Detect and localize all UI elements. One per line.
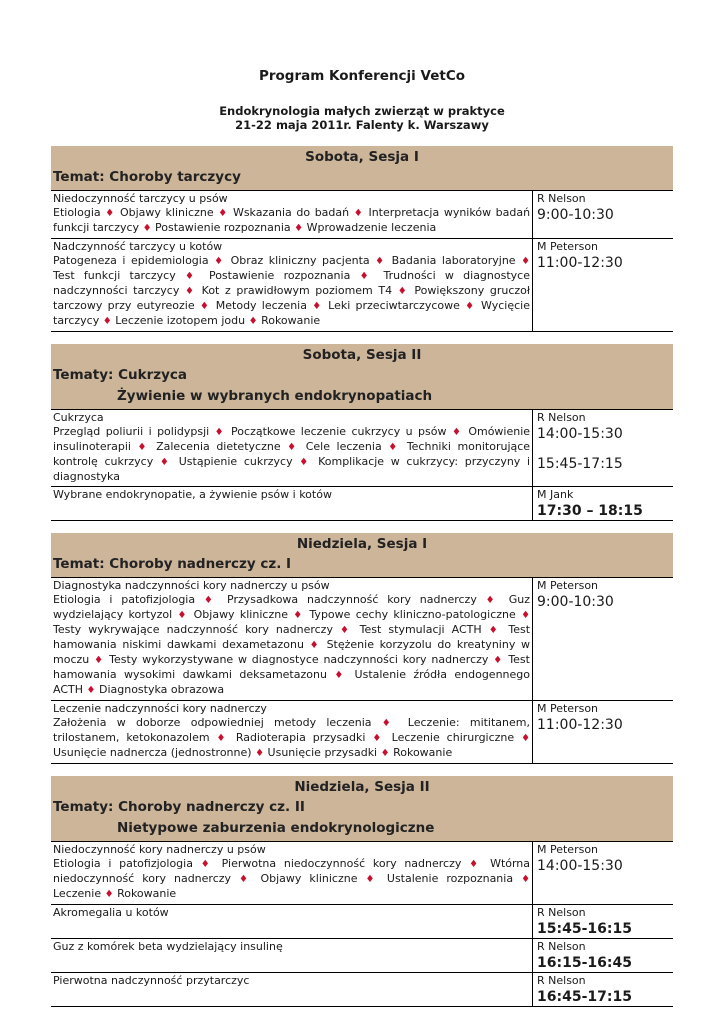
lecture-topic-item: Leki przeciwtarczycowe — [328, 299, 460, 312]
lecture-schedule — [532, 487, 673, 520]
lecture-row — [51, 409, 673, 486]
lecture-topics — [53, 206, 530, 236]
session-heading: Sobota, Sesja I — [305, 149, 419, 165]
diamond-icon: ♦ — [239, 874, 253, 885]
time-slot: 15:45-16:15 — [537, 921, 632, 937]
lecture-topic-item: Ustalenie rozpoznania — [386, 872, 514, 885]
lecture-topic-item: Wprowadzenie leczenia — [306, 221, 437, 234]
diamond-icon: ♦ — [159, 457, 173, 468]
lecture-topic-item: Kot z prawidłowym poziomem T4 — [201, 284, 393, 297]
lecture-topic-item: Objawy kliniczne — [119, 206, 214, 219]
diamond-icon: ♦ — [105, 208, 116, 219]
lecture-topic-item: Powiększony gruczoł tarczowy przy eutyreozie — [53, 284, 531, 312]
diamond-icon: ♦ — [200, 859, 214, 870]
lecture-topic-item: Testy wykorzystywane w diagnostyce nadczynności kory nadnerczy — [109, 653, 489, 666]
diamond-icon: ♦ — [353, 208, 364, 219]
lecture-schedule — [532, 410, 673, 486]
lecture-topic-item: Postawienie rozpoznania — [208, 269, 351, 282]
diamond-icon: ♦ — [381, 718, 398, 729]
speaker-name: M Jank — [537, 488, 574, 501]
lecture-schedule — [532, 905, 673, 938]
diamond-icon: ♦ — [248, 316, 258, 327]
diamond-icon: ♦ — [203, 595, 219, 606]
diamond-icon: ♦ — [375, 256, 387, 267]
lecture-topics — [53, 593, 530, 698]
lecture-topic-item: Pierwotna niedoczynność kory nadnerczy — [221, 857, 462, 870]
lecture-topic-item: Test funkcji tarczycy — [53, 269, 176, 282]
lecture-description — [51, 842, 532, 904]
diamond-icon: ♦ — [521, 256, 531, 267]
lecture-row — [51, 577, 673, 700]
lecture-topic-item: Cele leczenia — [305, 440, 382, 453]
diamond-icon: ♦ — [142, 223, 152, 234]
diamond-icon: ♦ — [359, 271, 375, 282]
lecture-title: Wybrane endokrynopatie, a żywienie psów i kotów — [53, 488, 332, 501]
diamond-icon: ♦ — [216, 733, 229, 744]
lecture-description — [51, 410, 532, 486]
lecture-topic-item: Etiologia i patofizjologia — [53, 857, 193, 870]
time-slot: 11:00-12:30 — [537, 717, 623, 733]
lecture-topic-item: Założenia w doborze odpowiedniej metody leczenia — [53, 716, 372, 729]
lecture-topic-item: Obraz kliniczny pacjenta — [230, 254, 370, 267]
diamond-icon: ♦ — [365, 874, 379, 885]
diamond-icon: ♦ — [372, 733, 385, 744]
lecture-topic-item: Badania laboratoryjne — [391, 254, 516, 267]
program-table — [51, 146, 673, 1007]
session-spacer — [51, 332, 673, 344]
lecture-description — [51, 578, 532, 700]
session-header — [51, 533, 673, 577]
lecture-topic-item: Leczenie izotopem jodu — [115, 314, 246, 327]
session-spacer — [51, 521, 673, 533]
lecture-title: Niedoczynność tarczycy u psów — [53, 192, 228, 205]
lecture-topic-item: Usunięcie przysadki — [267, 746, 378, 759]
lecture-topic-item: Diagnostyka obrazowa — [98, 683, 225, 696]
session-heading: Niedziela, Sesja I — [296, 536, 428, 552]
diamond-icon: ♦ — [488, 625, 502, 636]
diamond-icon: ♦ — [340, 625, 353, 636]
lecture-schedule — [532, 239, 673, 331]
diamond-icon: ♦ — [293, 610, 305, 621]
diamond-icon: ♦ — [451, 427, 463, 438]
time-slot: 9:00-10:30 — [537, 594, 614, 610]
lecture-topic-item: Postawienie rozpoznania — [155, 221, 291, 234]
lecture-topic-item: Rokowanie — [393, 746, 453, 759]
session-topic: Tematy: Cukrzyca — [53, 367, 188, 383]
speaker-name: R Nelson — [537, 974, 586, 987]
lecture-topic-item: Stężenie korzyzolu do kreatyniny w moczu — [53, 638, 531, 666]
lecture-topic-item: Techniki monitorujące kontrolę cukrzycy — [53, 440, 531, 468]
diamond-icon: ♦ — [521, 874, 531, 885]
lecture-topic-item: Początkowe leczenie cukrzycy u psów — [231, 425, 447, 438]
document-title: Program Konferencji VetCo — [258, 68, 466, 84]
session-heading: Sobota, Sesja II — [302, 347, 422, 363]
lecture-row — [51, 972, 673, 1007]
lecture-topic-item: Testy wykrywające nadczynność kory nadnerczy — [53, 623, 333, 636]
lecture-schedule — [532, 701, 673, 763]
time-slot: 17:30 – 18:15 — [537, 503, 643, 519]
lecture-title: Diagnostyka nadczynności kory nadnerczy u psów — [53, 579, 330, 592]
session-header — [51, 344, 673, 409]
session-topic: Temat: Choroby nadnerczy cz. I — [53, 556, 292, 572]
session-spacer — [51, 764, 673, 776]
subtitle-line-2: 21-22 maja 2011r. Falenty k. Warszawy — [235, 118, 489, 132]
diamond-icon: ♦ — [309, 640, 321, 651]
lecture-topic-item: Wycięcie tarczycy — [53, 299, 530, 327]
diamond-icon: ♦ — [521, 610, 531, 621]
diamond-icon: ♦ — [184, 286, 197, 297]
diamond-icon: ♦ — [255, 748, 265, 759]
lecture-topic-item: Etiologia — [53, 206, 101, 219]
session-topic-secondary: Nietypowe zaburzenia endokrynologiczne — [117, 820, 435, 836]
lecture-topic-item: Rokowanie — [261, 314, 321, 327]
speaker-name: R Nelson — [537, 940, 586, 953]
speaker-name: R Nelson — [537, 192, 586, 205]
diamond-icon: ♦ — [380, 748, 390, 759]
lecture-description — [51, 239, 532, 331]
lecture-row — [51, 841, 673, 904]
diamond-icon: ♦ — [312, 301, 323, 312]
speaker-name: R Nelson — [537, 906, 586, 919]
subtitle-line-1: Endokrynologia małych zwierząt w praktyce — [219, 104, 505, 118]
session-heading: Niedziela, Sesja II — [294, 779, 430, 795]
lecture-row — [51, 486, 673, 521]
time-slot: 16:15-16:45 — [537, 955, 632, 971]
lecture-title: Niedoczynność kory nadnerczy u psów — [53, 843, 266, 856]
session-topic-secondary: Żywienie w wybranych endokrynopatiach — [117, 388, 433, 404]
lecture-topic-item: Leczenie — [53, 887, 102, 900]
lecture-title: Pierwotna nadczynność przytarczyc — [53, 974, 250, 987]
lecture-description — [51, 487, 532, 520]
lecture-title: Akromegalia u kotów — [53, 906, 169, 919]
time-slot: 14:00-15:30 — [537, 858, 623, 874]
lecture-topic-item: Typowe cechy kliniczno-patologiczne — [309, 608, 516, 621]
lecture-topic-item: Test stymulacji ACTH — [359, 623, 482, 636]
speaker-name: M Peterson — [537, 579, 599, 592]
diamond-icon: ♦ — [388, 442, 401, 453]
diamond-icon: ♦ — [294, 223, 304, 234]
lecture-topic-item: Objawy kliniczne — [193, 608, 288, 621]
lecture-topic-item: Ustąpienie cukrzycy — [178, 455, 293, 468]
time-slot: 9:00-10:30 — [537, 207, 614, 223]
lecture-topics — [53, 425, 530, 484]
diamond-icon: ♦ — [184, 271, 200, 282]
diamond-icon: ♦ — [199, 301, 211, 312]
lecture-schedule — [532, 191, 673, 238]
speaker-name: M Peterson — [537, 240, 599, 253]
lecture-topic-item: Objawy kliniczne — [260, 872, 358, 885]
speaker-name: R Nelson — [537, 411, 586, 424]
diamond-icon: ♦ — [102, 316, 112, 327]
diamond-icon: ♦ — [397, 286, 409, 297]
diamond-icon: ♦ — [94, 655, 105, 666]
diamond-icon: ♦ — [299, 457, 312, 468]
lecture-topics — [53, 857, 530, 902]
session-topic: Tematy: Choroby nadnerczy cz. II — [53, 799, 305, 815]
lecture-description — [51, 905, 532, 938]
lecture-schedule — [532, 973, 673, 1006]
lecture-row — [51, 938, 673, 972]
diamond-icon: ♦ — [469, 859, 483, 870]
lecture-schedule — [532, 842, 673, 904]
lecture-topic-item: Interpretacja wyników badań funkcji tarczycy — [53, 206, 531, 234]
lecture-row — [51, 190, 673, 238]
lecture-description — [51, 191, 532, 238]
time-slot: 16:45-17:15 — [537, 989, 632, 1005]
lecture-topic-item: Radioterapia przysadki — [235, 731, 366, 744]
lecture-title: Leczenie nadczynności kory nadnerczy — [53, 702, 267, 715]
lecture-row — [51, 904, 673, 938]
time-slot: 11:00-12:30 — [537, 255, 623, 271]
lecture-topic-item: Test hamowania niskimi dawkami dexametazonu — [53, 623, 531, 651]
lecture-topic-item: Usunięcie nadnercza (jednostronne) — [53, 746, 252, 759]
time-slot: 15:45-17:15 — [537, 456, 623, 472]
lecture-topic-item: Przegląd poliurii i polidypsji — [53, 425, 210, 438]
diamond-icon: ♦ — [465, 301, 476, 312]
lecture-topic-item: Rokowanie — [117, 887, 177, 900]
lecture-topic-item: Test hamowania wysokimi dawkami deksametazonu — [53, 653, 530, 681]
lecture-topic-item: Wskazania do badań — [232, 206, 350, 219]
lecture-topic-item: Metody leczenia — [215, 299, 307, 312]
lecture-topics — [53, 716, 530, 761]
lecture-topic-item: Etiologia i patofizjologia — [53, 593, 196, 606]
lecture-title: Guz z komórek beta wydzielający insulinę — [53, 940, 283, 953]
document-subtitle — [0, 104, 724, 132]
lecture-title: Cukrzyca — [53, 411, 104, 424]
lecture-topic-item: Trudności w diagnostyce nadczynności tarczycy — [53, 269, 530, 297]
lecture-description — [51, 939, 532, 972]
diamond-icon: ♦ — [334, 670, 348, 681]
diamond-icon: ♦ — [287, 442, 300, 453]
lecture-topic-item: Wtórna niedoczynność kory nadnerczy — [53, 857, 531, 885]
lecture-topic-item: Leczenie chirurgiczne — [391, 731, 515, 744]
time-slot: 14:00-15:30 — [537, 426, 623, 442]
lecture-topic-item: Ustalenie źródła endogennego ACTH — [53, 668, 530, 696]
lecture-title: Nadczynność tarczycy u kotów — [53, 240, 223, 253]
session-header — [51, 776, 673, 841]
speaker-name: M Peterson — [537, 702, 599, 715]
session-header — [51, 146, 673, 190]
lecture-topic-item: Leczenie: mititanem, trilostanem, ketokonazolem — [53, 716, 530, 744]
diamond-icon: ♦ — [86, 685, 96, 696]
lecture-topic-item: Patogeneza i epidemiologia — [53, 254, 209, 267]
lecture-schedule — [532, 939, 673, 972]
lecture-topic-item: Zalecenia dietetyczne — [156, 440, 281, 453]
diamond-icon: ♦ — [137, 442, 150, 453]
lecture-topic-item: Komplikacje w cukrzycy: przyczyny i diagnostyka — [53, 455, 531, 483]
lecture-row — [51, 238, 673, 332]
diamond-icon: ♦ — [493, 655, 504, 666]
lecture-schedule — [532, 578, 673, 700]
lecture-description — [51, 973, 532, 1006]
diamond-icon: ♦ — [104, 889, 114, 900]
diamond-icon: ♦ — [218, 208, 229, 219]
diamond-icon: ♦ — [214, 427, 226, 438]
diamond-icon: ♦ — [521, 733, 531, 744]
session-topic: Temat: Choroby tarczycy — [53, 169, 241, 185]
lecture-topic-item: Omówienie insulinoterapii — [53, 425, 531, 453]
diamond-icon: ♦ — [214, 256, 226, 267]
lecture-description — [51, 701, 532, 763]
diamond-icon: ♦ — [177, 610, 189, 621]
lecture-row — [51, 700, 673, 764]
lecture-topic-item: Guz wydzielający kortyzol — [53, 593, 531, 621]
speaker-name: M Peterson — [537, 843, 599, 856]
lecture-topics — [53, 254, 530, 329]
diamond-icon: ♦ — [485, 595, 500, 606]
lecture-topic-item: Przysadkowa nadczynność kory nadnerczy — [227, 593, 477, 606]
